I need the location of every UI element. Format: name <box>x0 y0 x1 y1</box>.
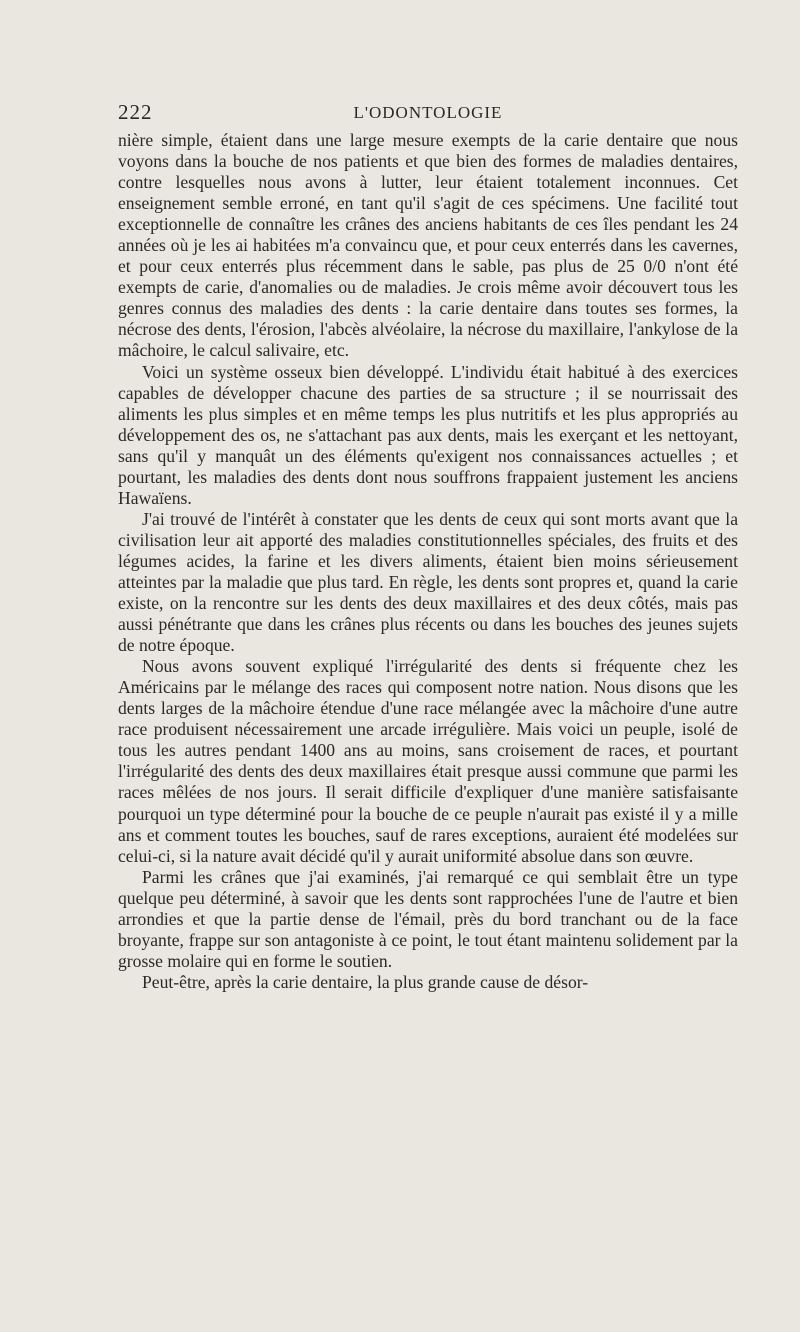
running-title: L'ODONTOLOGIE <box>353 103 503 122</box>
paragraph: Peut-être, après la carie dentaire, la plus grande cause de désor- <box>142 971 589 992</box>
paragraph: Nous avons souvent expliqué l'irrégularité des dents si fréquente chez les Américains par le mélange des races qui composent notre nation. Nous disons que les dents larges de la mâchoire étendue d'une race mélangée avec la mâchoire d'une autre race produisent nécessairement une arcade irrégulière. Mais voici un peuple, isolé de tous les autres pendant 1400 ans au moins, sans croisement de races, et pourtant l'irrégularité des dents des deux maxillaires était presque aussi commune que parmi les races mêlées de nos jours. Il serait difficile d'expliquer d'une manière satisfaisante pourquoi un type déterminé pour la bouche de ce peuple n'aurait pas existé il y a mille ans et comment toutes les bouches, sauf de rares exceptions, auraient été modelées sur celui-ci, si la nature avait décidé qu'il y aurait uniformité absolue dans son œuvre. <box>118 656 738 866</box>
paragraph: Voici un système osseux bien développé. L'individu était habitué à des exercices capables de développer chacune des parties de sa structure ; il se nourrissait des aliments les plus simples et en même temps les plus nutritifs et les plus appropriés au développement des os, ne s'attachant pas aux dents, mais les exerçant et les nettoyant, sans qu'il y manquât un des éléments qu'exigent nos connaissances actuelles ; et pourtant, les maladies des dents dont nous souffrons frappaient justement les anciens Hawaïens. <box>118 361 738 508</box>
paragraph: Parmi les crânes que j'ai examinés, j'ai remarqué ce qui semblait être un type quelque peu déterminé, à savoir que les dents sont rapprochées l'une de l'autre et bien arrondies et que la partie dense de l'émail, près du bord tranchant ou de la face broyante, frappe sur son antagoniste à ce point, le tout étant maintenu solidement par la grosse molaire qui en forme le soutien. <box>118 866 738 971</box>
paragraph: J'ai trouvé de l'intérêt à constater que les dents de ceux qui sont morts avant que la civilisation leur ait apporté des maladies constitutionnelles spéciales, des fruits et des légumes acides, la farine et les divers aliments, étaient bien moins sérieusement atteintes par la maladie que plus tard. En règle, les dents sont propres et, quand la carie existe, on la rencontre sur les dents des deux maxillaires et des deux côtés, mais pas aussi pénétrante que dans les crânes plus récents ou dans les bouches des jeunes sujets de notre époque. <box>118 508 738 656</box>
body-text <box>118 130 738 993</box>
page-number: 222 <box>118 100 153 124</box>
paragraph: nière simple, étaient dans une large mesure exempts de la carie dentaire que nous voyons dans la bouche de nos patients et que bien des formes de maladies dentaires, contre lesquelles nous avons à lutter, leur étaient totalement inconnues. Cet enseignement semble erroné, en tant qu'il s'agit de ces spécimens. Une facilité tout exceptionnelle de connaître les crânes des anciens habitants de ces îles pendant les 24 années où je les ai habitées m'a convaincu que, et pour ceux enterrés dans les cavernes, et pour ceux enterrés plus récemment dans le sable, pas plus de 25 0/0 n'ont été exempts de carie, d'anomalies ou de maladies. Je crois même avoir découvert tous les genres connus des maladies des dents : la carie dentaire dans toutes ses formes, la nécrose des dents, l'érosion, l'abcès alvéolaire, la nécrose du maxillaire, l'ankylose de la mâchoire, le calcul salivaire, etc. <box>118 130 738 361</box>
page-header <box>118 100 738 130</box>
